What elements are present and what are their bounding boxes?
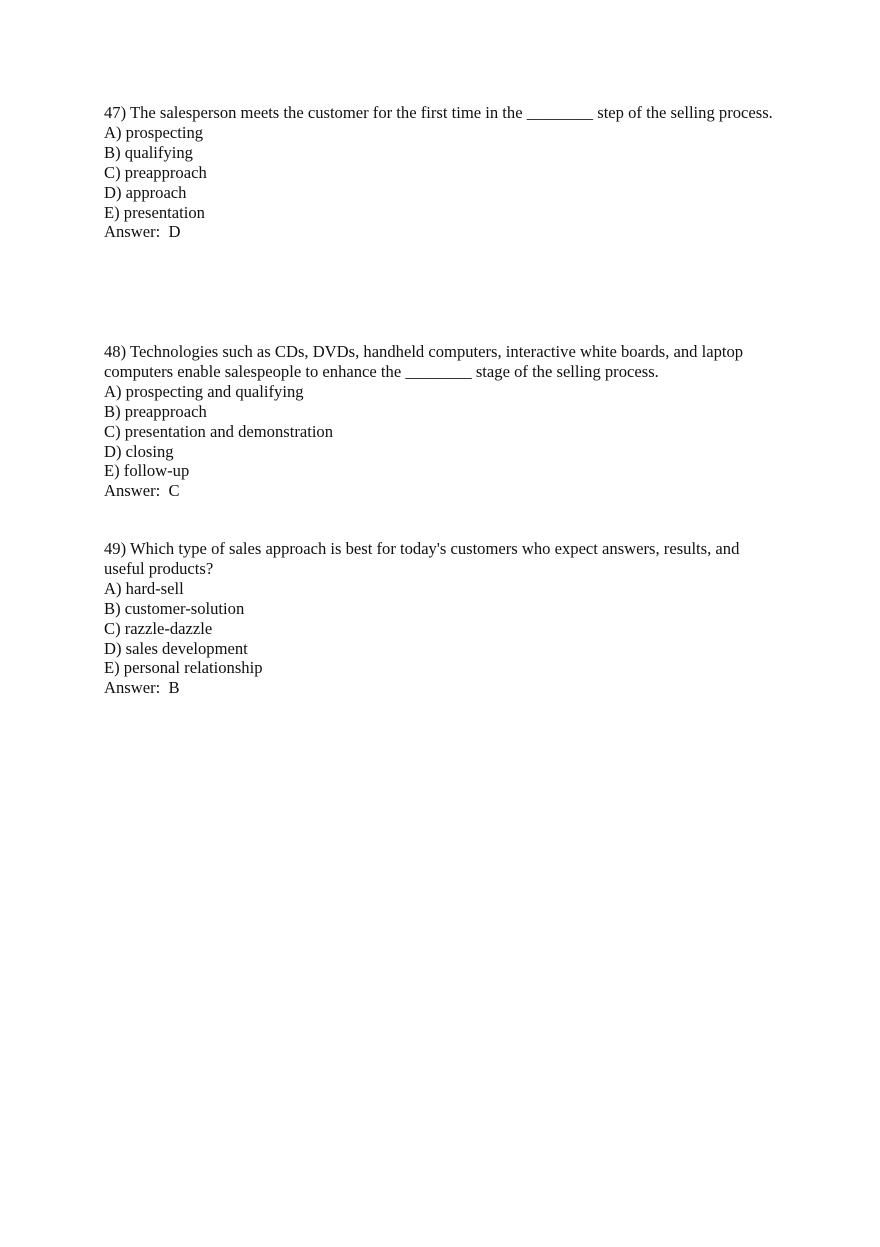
question-49: [104, 539, 784, 698]
question-stem: 49) Which type of sales approach is best for today's customers who expect answers, results, and useful products?: [104, 539, 740, 578]
answer-option-b: B) preapproach: [104, 401, 207, 421]
answer-option-d: D) closing: [104, 441, 174, 461]
answer-option-a: A) prospecting and qualifying: [104, 381, 304, 401]
answer-key: Answer: C: [104, 481, 180, 501]
answer-option-a: A) prospecting: [104, 122, 204, 142]
answer-option-a: A) hard-sell: [104, 578, 184, 598]
answer-key: Answer: D: [104, 222, 181, 242]
answer-key: Answer: B: [104, 678, 180, 698]
answer-option-b: B) qualifying: [104, 142, 193, 162]
question-47: [104, 103, 784, 242]
question-stem: 47) The salesperson meets the customer for the first time in the ________ step of the selling process.: [104, 103, 773, 122]
answer-option-c: C) preapproach: [104, 162, 207, 182]
answer-option-e: E) presentation: [104, 202, 205, 222]
question-48: [104, 342, 784, 501]
answer-option-d: D) approach: [104, 182, 187, 202]
answer-option-b: B) customer-solution: [104, 598, 245, 618]
answer-option-c: C) presentation and demonstration: [104, 421, 334, 441]
answer-option-c: C) razzle-dazzle: [104, 618, 213, 638]
answer-option-d: D) sales development: [104, 638, 248, 658]
answer-option-e: E) personal relationship: [104, 658, 263, 678]
question-stem: 48) Technologies such as CDs, DVDs, handheld computers, interactive white boards, and laptop computers enable salespeople to enhance the ________ stage of the selling process.: [104, 342, 744, 381]
answer-option-e: E) follow-up: [104, 461, 190, 481]
